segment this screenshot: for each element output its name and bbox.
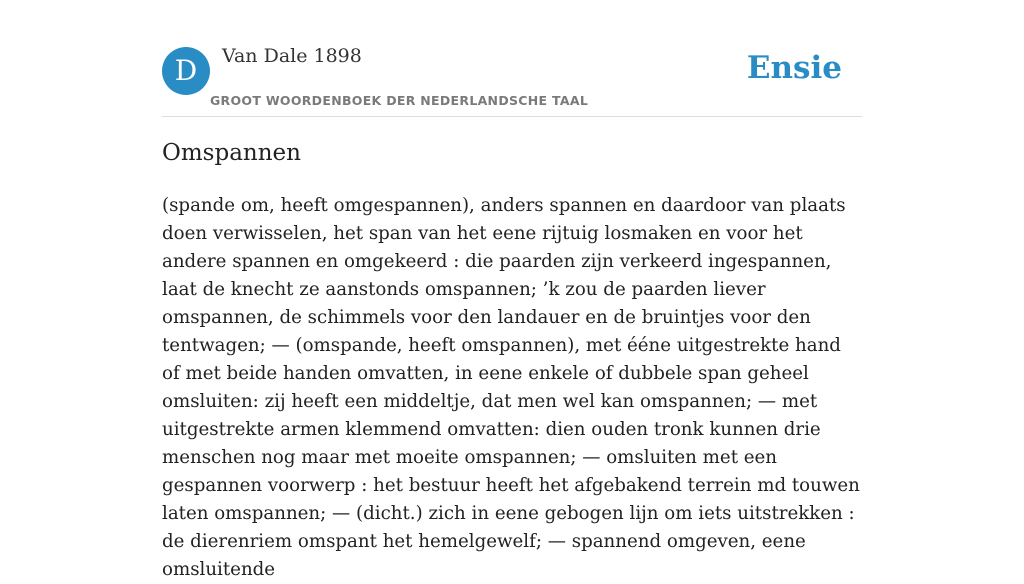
source-subtitle: GROOT WOORDENBOEK DER NEDERLANDSCHE TAAL xyxy=(210,93,589,108)
dictionary-logo[interactable]: D xyxy=(162,47,210,95)
site-header xyxy=(162,0,862,117)
entry-definition: (spande om, heeft omgespannen), anders spannen en daardoor van plaats doen verwisselen, het span van het eene rijtuig losmaken en voor het andere spannen en omgekeerd : die paarden zijn verkeerd ingespannen, laat de knecht ze aanstonds omspannen; ’k zou de paarden liever omspannen, de schimmels voor den landauer en de bruintjes voor den tentwagen; — (omspande, heeft omspannen), met ééne uitgestrekte hand of met beide handen omvatten, in eene enkele of dubbele span geheel omsluiten: zij heeft een middeltje, dat men wel kan omspannen; — met uitgestrekte armen klemmend omvatten: dien ouden tronk kunnen drie menschen nog maar met moeite omspannen; — omsluiten met een gespannen voorwerp : het bestuur heeft het afgebakend terrein md touwen laten omspannen; — (dicht.) zich in eene gebogen lijn om iets uitstrekken : de dierenriem omspant het hemelgewelf; — spannend omgeven, eene omsluitende xyxy=(162,195,860,580)
brand-logo[interactable]: Ensie xyxy=(746,50,842,86)
source-title[interactable]: Van Dale 1898 xyxy=(222,45,362,67)
entry-headword: Omspannen xyxy=(162,140,301,166)
